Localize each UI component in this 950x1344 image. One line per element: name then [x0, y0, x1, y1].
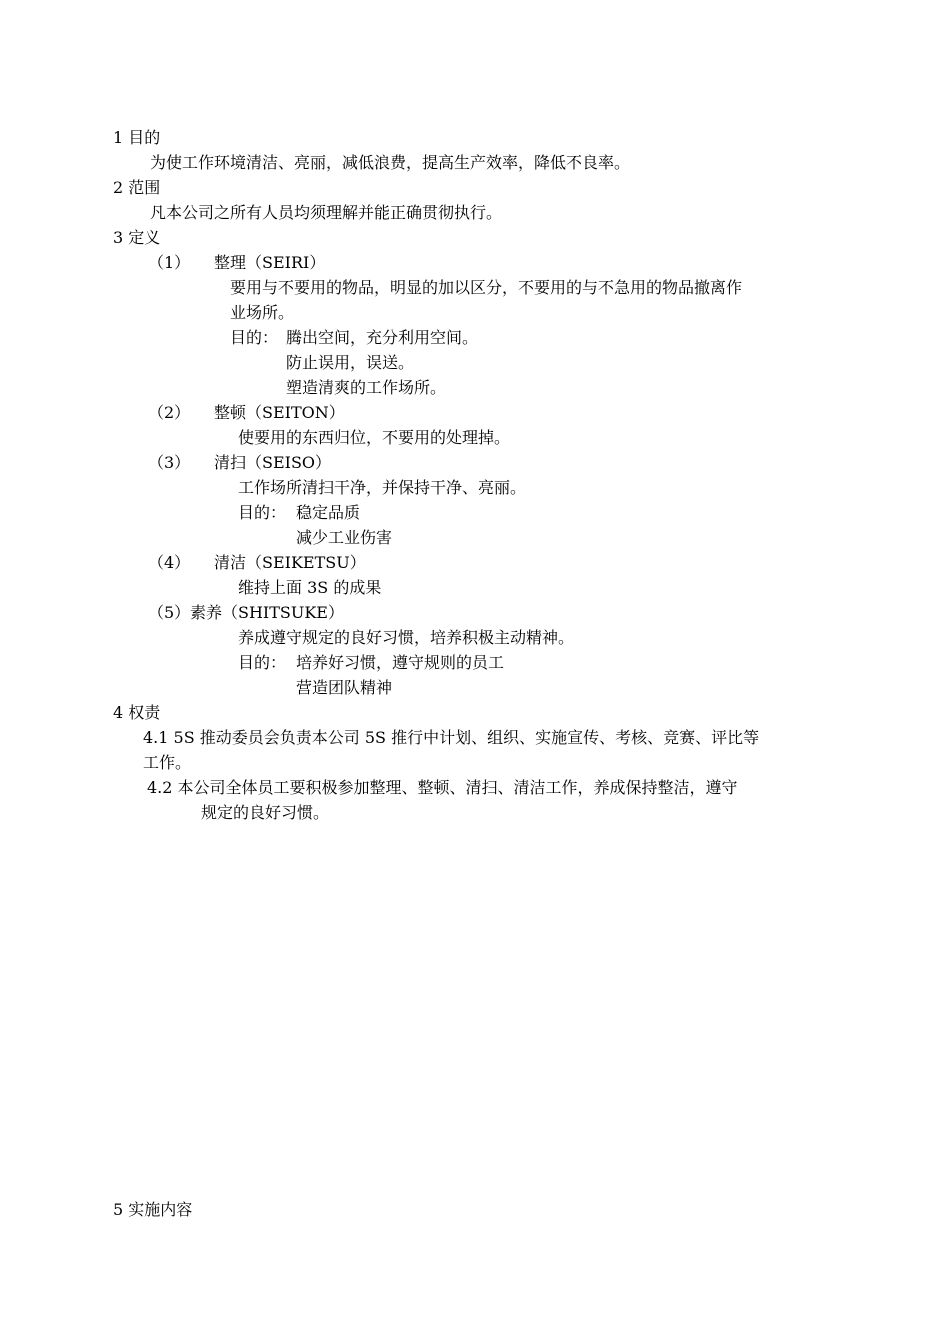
definition-2-title: 整顿（SEITON） [214, 403, 345, 422]
responsibility-1-line2: 工作。 [143, 753, 192, 772]
definition-5-label: （5） [148, 603, 191, 622]
definition-3-purpose-1: 稳定品质 [296, 503, 361, 522]
responsibility-1-line1: 4.1 5S 推动委员会负责本公司 5S 推行中计划、组织、实施宣传、考核、竞赛、评比等 [143, 728, 760, 747]
responsibility-2-line2: 规定的良好习惯。 [201, 803, 330, 822]
definition-1-purpose-3: 塑造清爽的工作场所。 [286, 378, 447, 397]
definition-1-purpose-2: 防止误用，误送。 [286, 353, 415, 372]
definition-2-desc-line1: 使要用的东西归位，不要用的处理掉。 [238, 428, 511, 447]
responsibility-2-line1: 4.2 本公司全体员工要积极参加整理、整顿、清扫、清洁工作，养成保持整洁，遵守 [147, 778, 738, 797]
section-5-heading: 5 实施内容 [113, 1200, 193, 1219]
definition-3-desc-line1: 工作场所清扫干净，并保持干净、亮丽。 [238, 478, 527, 497]
definition-3-purpose-2: 减少工业伤害 [296, 528, 393, 547]
definition-1-label: （1） [148, 253, 191, 272]
definition-1-title: 整理（SEIRI） [214, 253, 326, 272]
definition-4-desc-line1: 维持上面 3S 的成果 [238, 578, 382, 597]
section-2-heading: 2 范围 [113, 178, 161, 197]
definition-4-title: 清洁（SEIKETSU） [214, 553, 366, 572]
definition-3-title: 清扫（SEISO） [214, 453, 332, 472]
definition-4-label: （4） [148, 553, 191, 572]
section-4-heading: 4 权责 [113, 703, 161, 722]
section-1-body: 为使工作环境清洁、亮丽，减低浪费，提高生产效率，降低不良率。 [150, 153, 631, 172]
definition-5-title: 素养（SHITSUKE） [190, 603, 344, 622]
definition-5-desc-line1: 养成遵守规定的良好习惯，培养积极主动精神。 [238, 628, 575, 647]
definition-5-purpose-prefix: 目的： [238, 653, 287, 672]
section-3-heading: 3 定义 [113, 228, 161, 247]
definition-5-purpose-2: 营造团队精神 [296, 678, 393, 697]
definition-3-purpose-prefix: 目的： [238, 503, 287, 522]
definition-1-desc-line1: 要用与不要用的物品，明显的加以区分，不要用的与不急用的物品撤离作 [230, 278, 743, 297]
definition-3-label: （3） [148, 453, 191, 472]
section-2-body: 凡本公司之所有人员均须理解并能正确贯彻执行。 [150, 203, 503, 222]
definition-1-desc-line2: 业场所。 [230, 303, 295, 322]
definition-1-purpose-prefix: 目的： [230, 328, 279, 347]
section-1-heading: 1 目的 [113, 128, 161, 147]
definition-2-label: （2） [148, 403, 191, 422]
definition-5-purpose-1: 培养好习惯，遵守规则的员工 [296, 653, 505, 672]
definition-1-purpose-1: 腾出空间，充分利用空间。 [286, 328, 479, 347]
